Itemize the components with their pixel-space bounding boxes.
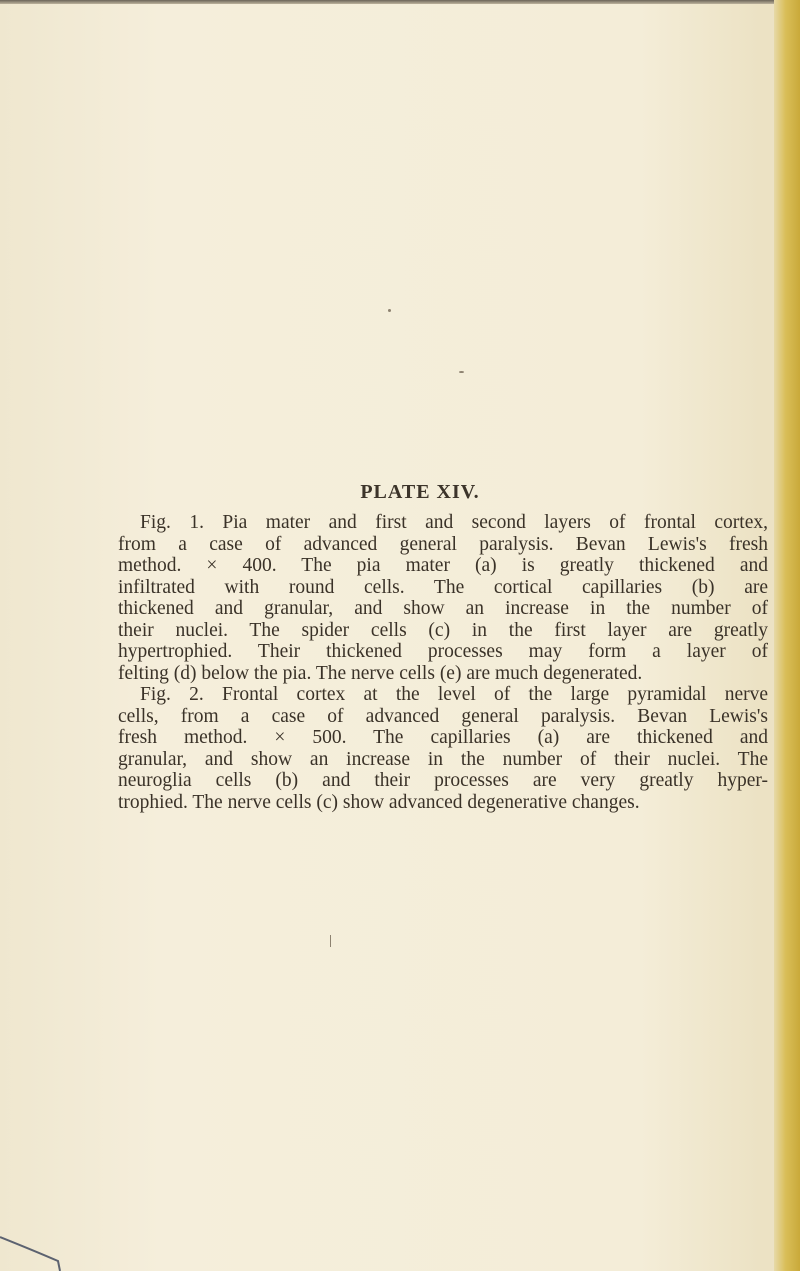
caption-line: infiltrated with round cells. The cortical capillaries (b) are — [118, 576, 768, 598]
plate-caption — [118, 512, 768, 813]
caption-line: trophied. The nerve cells (c) show advanced degenerative changes. — [118, 791, 640, 813]
figure-1-caption — [118, 512, 768, 684]
caption-line: Fig. 1. Pia mater and first and second layers of frontal cortex, — [140, 512, 768, 533]
caption-line: method. × 400. The pia mater (a) is greatly thickened and — [118, 555, 768, 576]
caption-line: thickened and granular, and show an increase in the number of — [118, 598, 768, 619]
plate-title: PLATE XIV. — [360, 481, 480, 503]
caption-line: neuroglia cells (b) and their processes are very greatly hyper- — [118, 770, 768, 791]
caption-line: their nuclei. The spider cells (c) in the first layer are greatly — [118, 619, 768, 641]
caption-line: fresh method. × 500. The capillaries (a) are thickened and — [118, 727, 768, 748]
page-top-edge — [0, 0, 800, 4]
paper-speck — [330, 935, 331, 947]
corner-pencil-mark — [0, 1231, 72, 1271]
figure-2-caption — [118, 684, 768, 813]
caption-line: granular, and show an increase in the number of their nuclei. The — [118, 748, 768, 770]
page-right-edge — [774, 0, 800, 1271]
paper-speck — [459, 371, 464, 373]
caption-line: felting (d) below the pia. The nerve cells (e) are much degenerated. — [118, 662, 643, 684]
caption-line: cells, from a case of advanced general paralysis. Bevan Lewis's — [118, 705, 768, 727]
paper-speck — [388, 309, 391, 312]
caption-line: hypertrophied. Their thickened processes may form a layer of — [118, 641, 768, 662]
caption-line: Fig. 2. Frontal cortex at the level of the large pyramidal nerve — [140, 684, 768, 705]
caption-line: from a case of advanced general paralysis. Bevan Lewis's fresh — [118, 533, 768, 555]
